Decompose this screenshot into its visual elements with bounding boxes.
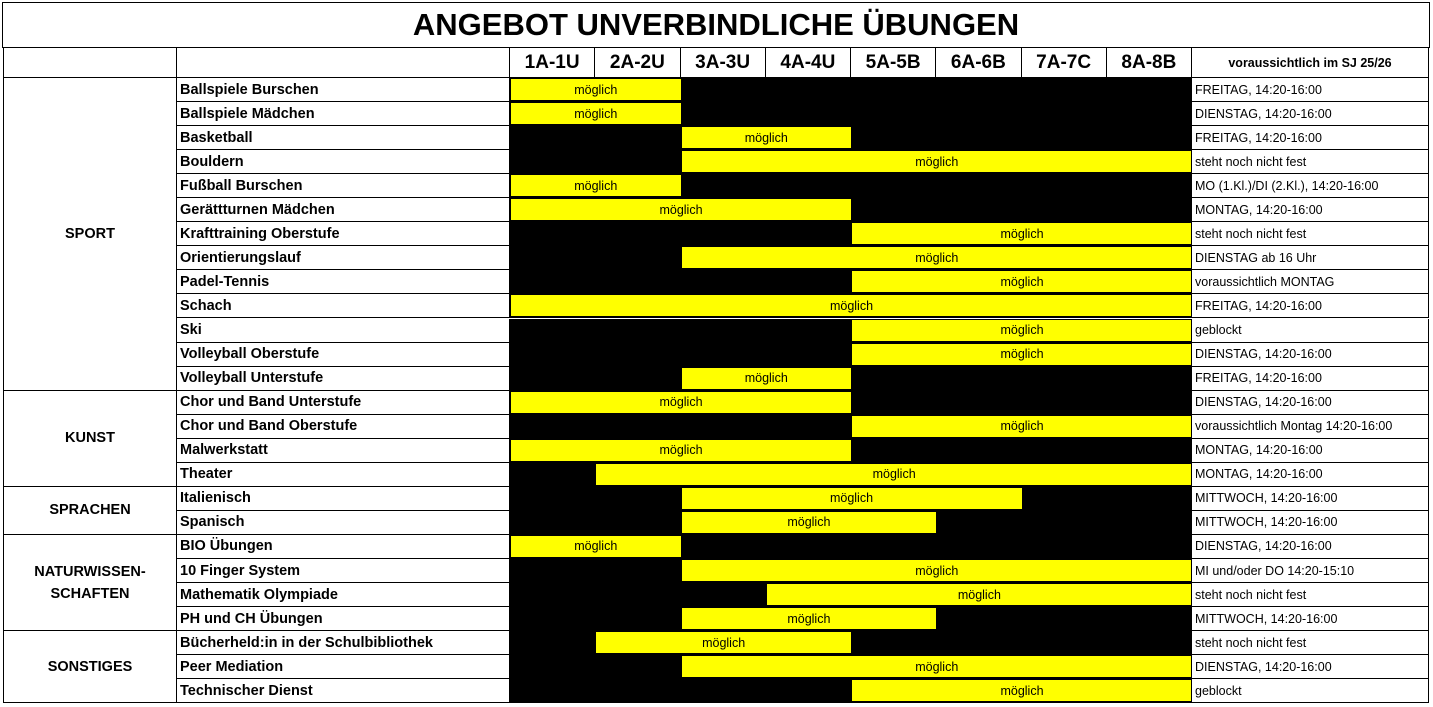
grade-header-4a-4u: 4A-4U	[766, 48, 851, 78]
category-sport: SPORT	[3, 78, 177, 391]
availability-bar: möglich	[510, 102, 682, 125]
availability-bar: möglich	[851, 270, 1192, 293]
availability-bar: möglich	[681, 559, 1193, 582]
subject-ballspiele-burschen: Ballspiele Burschen	[177, 78, 510, 102]
category-kunst: KUNST	[3, 391, 177, 487]
schedule-bouldern: steht noch nicht fest	[1192, 150, 1429, 174]
schedule-schach: FREITAG, 14:20-16:00	[1192, 294, 1429, 318]
availability-bar: möglich	[851, 415, 1192, 438]
availability-row-orientierungslauf	[510, 246, 1192, 270]
category-label-text: NATURWISSEN-​SCHAFTEN	[34, 563, 146, 602]
availability-row-volleyball-unterstufe	[510, 367, 1192, 391]
schedule-theater: MONTAG, 14:20-16:00	[1192, 463, 1429, 487]
subject-ph-und-ch-bungen: PH und CH Übungen	[177, 607, 510, 631]
schedule-volleyball-unterstufe: FREITAG, 14:20-16:00	[1192, 367, 1429, 391]
subject-volleyball-oberstufe: Volleyball Oberstufe	[177, 343, 510, 367]
subject-malwerkstatt: Malwerkstatt	[177, 439, 510, 463]
category-sonstiges: SONSTIGES	[3, 631, 177, 703]
schedule-b-cherheld-in-in-der-schulbibliothek: steht noch nicht fest	[1192, 631, 1429, 655]
availability-row-ballspiele-m-dchen	[510, 102, 1192, 126]
schedule-10-finger-system: MI und/oder DO 14:20-15:10	[1192, 559, 1429, 583]
schedule-ger-ttturnen-m-dchen: MONTAG, 14:20-16:00	[1192, 198, 1429, 222]
availability-bar: möglich	[851, 343, 1192, 366]
grade-header-5a-5b: 5A-5B	[851, 48, 936, 78]
schedule-ballspiele-burschen: FREITAG, 14:20-16:00	[1192, 78, 1429, 102]
availability-bar: möglich	[851, 222, 1192, 245]
subject-bio-bungen: BIO Übungen	[177, 535, 510, 559]
schedule-ski: geblockt	[1192, 319, 1429, 343]
subject-chor-und-band-unterstufe: Chor und Band Unterstufe	[177, 391, 510, 415]
schedule-basketball: FREITAG, 14:20-16:00	[1192, 126, 1429, 150]
availability-bar: möglich	[510, 198, 852, 221]
availability-bar: möglich	[595, 631, 852, 654]
grade-header-1a-1u: 1A-1U	[510, 48, 595, 78]
availability-row-ph-und-ch-bungen	[510, 607, 1192, 631]
availability-bar: möglich	[681, 607, 938, 630]
availability-row-b-cherheld-in-in-der-schulbibliothek	[510, 631, 1192, 655]
availability-row-schach	[510, 294, 1192, 318]
availability-bar: möglich	[510, 294, 1192, 317]
subject-schach: Schach	[177, 294, 510, 318]
subject-italienisch: Italienisch	[177, 487, 510, 511]
availability-row-10-finger-system	[510, 559, 1192, 583]
availability-row-malwerkstatt	[510, 439, 1192, 463]
schedule-ph-und-ch-bungen: MITTWOCH, 14:20-16:00	[1192, 607, 1429, 631]
category-sprachen: SPRACHEN	[3, 487, 177, 535]
availability-bar: möglich	[681, 511, 938, 534]
availability-row-mathematik-olympiade	[510, 583, 1192, 607]
availability-bar: möglich	[681, 246, 1193, 269]
availability-row-ballspiele-burschen	[510, 78, 1192, 102]
schedule-malwerkstatt: MONTAG, 14:20-16:00	[1192, 439, 1429, 463]
availability-row-krafttraining-oberstufe	[510, 222, 1192, 246]
subject-ski: Ski	[177, 319, 510, 343]
header-subject-blank	[177, 48, 510, 78]
availability-row-chor-und-band-unterstufe	[510, 391, 1192, 415]
availability-bar: möglich	[766, 583, 1192, 606]
availability-bar: möglich	[681, 367, 853, 390]
schedule-fu-ball-burschen: MO (1.Kl.)/DI (2.Kl.), 14:20-16:00	[1192, 174, 1429, 198]
grade-header-8a-8b: 8A-8B	[1107, 48, 1192, 78]
availability-row-padel-tennis	[510, 270, 1192, 294]
availability-bar: möglich	[681, 487, 1023, 510]
availability-row-basketball	[510, 126, 1192, 150]
availability-row-chor-und-band-oberstufe	[510, 415, 1192, 439]
schedule-header: voraussichtlich im SJ 25/26	[1192, 48, 1429, 78]
availability-row-volleyball-oberstufe	[510, 343, 1192, 367]
subject-volleyball-unterstufe: Volleyball Unterstufe	[177, 367, 510, 391]
schedule-spanisch: MITTWOCH, 14:20-16:00	[1192, 511, 1429, 535]
subject-chor-und-band-oberstufe: Chor und Band Oberstufe	[177, 415, 510, 439]
availability-row-spanisch	[510, 511, 1192, 535]
schedule-mathematik-olympiade: steht noch nicht fest	[1192, 583, 1429, 607]
subject-padel-tennis: Padel-Tennis	[177, 270, 510, 294]
subject-basketball: Basketball	[177, 126, 510, 150]
schedule-bio-bungen: DIENSTAG, 14:20-16:00	[1192, 535, 1429, 559]
availability-bar: möglich	[595, 463, 1192, 486]
subject-ballspiele-m-dchen: Ballspiele Mädchen	[177, 102, 510, 126]
availability-bar: möglich	[681, 655, 1193, 678]
availability-bar: möglich	[681, 126, 853, 149]
subject-b-cherheld-in-in-der-schulbibliothek: Bücherheld:in in der Schulbibliothek	[177, 631, 510, 655]
availability-row-bio-bungen	[510, 535, 1192, 559]
schedule-italienisch: MITTWOCH, 14:20-16:00	[1192, 487, 1429, 511]
availability-bar: möglich	[510, 439, 852, 462]
subject-fu-ball-burschen: Fußball Burschen	[177, 174, 510, 198]
subject-10-finger-system: 10 Finger System	[177, 559, 510, 583]
schedule-volleyball-oberstufe: DIENSTAG, 14:20-16:00	[1192, 343, 1429, 367]
availability-bar: möglich	[510, 391, 852, 414]
subject-orientierungslauf: Orientierungslauf	[177, 246, 510, 270]
table-bottom-border	[510, 702, 1192, 703]
grade-header-2a-2u: 2A-2U	[595, 48, 680, 78]
subject-peer-mediation: Peer Mediation	[177, 655, 510, 679]
availability-bar: möglich	[681, 150, 1193, 173]
header-category-blank	[3, 48, 177, 78]
schedule-technischer-dienst: geblockt	[1192, 679, 1429, 703]
availability-row-technischer-dienst	[510, 679, 1192, 703]
availability-row-italienisch	[510, 487, 1192, 511]
subject-bouldern: Bouldern	[177, 150, 510, 174]
availability-row-fu-ball-burschen	[510, 174, 1192, 198]
availability-bar: möglich	[510, 535, 682, 558]
availability-row-peer-mediation	[510, 655, 1192, 679]
schedule-ballspiele-m-dchen: DIENSTAG, 14:20-16:00	[1192, 102, 1429, 126]
schedule-peer-mediation: DIENSTAG, 14:20-16:00	[1192, 655, 1429, 679]
sheet-title: ANGEBOT UNVERBINDLICHE ÜBUNGEN	[2, 2, 1430, 48]
availability-row-ger-ttturnen-m-dchen	[510, 198, 1192, 222]
schedule-orientierungslauf: DIENSTAG ab 16 Uhr	[1192, 246, 1429, 270]
subject-theater: Theater	[177, 463, 510, 487]
subject-mathematik-olympiade: Mathematik Olympiade	[177, 583, 510, 607]
schedule-krafttraining-oberstufe: steht noch nicht fest	[1192, 222, 1429, 246]
schedule-chor-und-band-oberstufe: voraussichtlich Montag 14:20-16:00	[1192, 415, 1429, 439]
grade-header-6a-6b: 6A-6B	[936, 48, 1021, 78]
availability-bar: möglich	[851, 319, 1192, 342]
subject-technischer-dienst: Technischer Dienst	[177, 679, 510, 703]
schedule-padel-tennis: voraussichtlich MONTAG	[1192, 270, 1429, 294]
category-naturwissenschaften	[3, 535, 177, 631]
subject-spanisch: Spanisch	[177, 511, 510, 535]
availability-bar: möglich	[510, 174, 682, 197]
availability-row-theater	[510, 463, 1192, 487]
grade-header-3a-3u: 3A-3U	[681, 48, 766, 78]
subject-ger-ttturnen-m-dchen: Gerättturnen Mädchen	[177, 198, 510, 222]
availability-row-ski	[510, 319, 1192, 343]
schedule-chor-und-band-unterstufe: DIENSTAG, 14:20-16:00	[1192, 391, 1429, 415]
availability-bar: möglich	[510, 78, 682, 101]
grade-header-7a-7c: 7A-7C	[1022, 48, 1107, 78]
availability-bar: möglich	[851, 679, 1192, 702]
availability-row-bouldern	[510, 150, 1192, 174]
subject-krafttraining-oberstufe: Krafttraining Oberstufe	[177, 222, 510, 246]
